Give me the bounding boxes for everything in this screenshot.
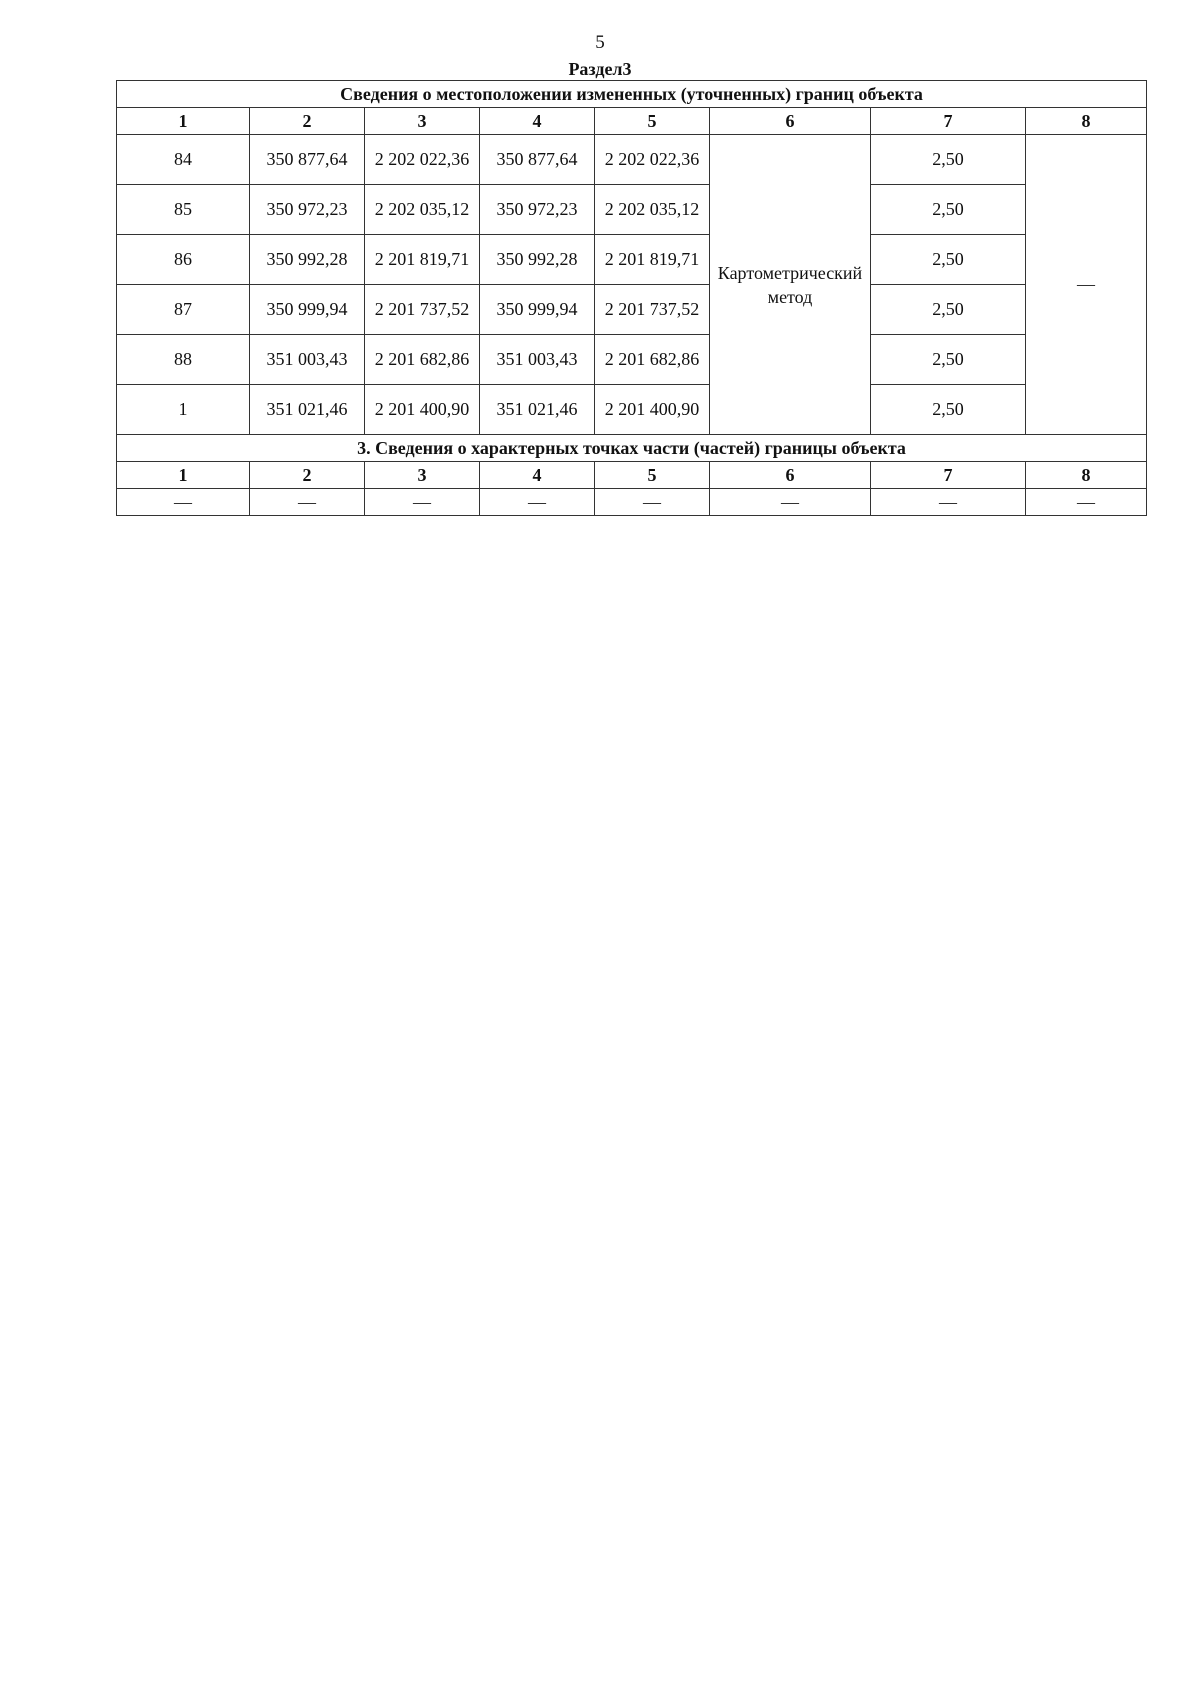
table2-caption-row — [117, 435, 1147, 462]
new-x: 351 021,46 — [480, 385, 595, 435]
empty-value-dash: — — [710, 489, 871, 516]
column-number: 5 — [595, 462, 710, 489]
column-number: 8 — [1026, 462, 1147, 489]
col8-dash: — — [1026, 135, 1147, 435]
column-number: 3 — [365, 108, 480, 135]
table1-column-numbers — [117, 108, 1147, 135]
accuracy: 2,50 — [871, 135, 1026, 185]
point-number: 86 — [117, 235, 250, 285]
old-y: 2 202 022,36 — [365, 135, 480, 185]
column-number: 3 — [365, 462, 480, 489]
point-number: 84 — [117, 135, 250, 185]
accuracy: 2,50 — [871, 335, 1026, 385]
column-number: 6 — [710, 462, 871, 489]
old-y: 2 201 737,52 — [365, 285, 480, 335]
column-number: 4 — [480, 108, 595, 135]
empty-value-dash: — — [1026, 489, 1147, 516]
column-number: 7 — [871, 462, 1026, 489]
table-row — [117, 489, 1147, 516]
table-row — [117, 185, 1147, 235]
old-y: 2 202 035,12 — [365, 185, 480, 235]
table1-caption: Сведения о местоположении измененных (уточненных) границ объекта — [117, 81, 1147, 108]
section-title: Раздел3 — [568, 59, 632, 79]
new-y: 2 202 035,12 — [595, 185, 710, 235]
new-x: 350 999,94 — [480, 285, 595, 335]
accuracy: 2,50 — [871, 385, 1026, 435]
empty-value-dash: — — [871, 489, 1026, 516]
point-number: 88 — [117, 335, 250, 385]
accuracy: 2,50 — [871, 285, 1026, 335]
empty-value-dash: — — [595, 489, 710, 516]
old-y: 2 201 682,86 — [365, 335, 480, 385]
column-number: 1 — [117, 462, 250, 489]
column-number: 1 — [117, 108, 250, 135]
old-x: 350 877,64 — [250, 135, 365, 185]
new-y: 2 201 819,71 — [595, 235, 710, 285]
new-y: 2 201 737,52 — [595, 285, 710, 335]
point-number: 85 — [117, 185, 250, 235]
column-number: 7 — [871, 108, 1026, 135]
new-x: 350 972,23 — [480, 185, 595, 235]
empty-value-dash: — — [365, 489, 480, 516]
empty-value-dash: — — [117, 489, 250, 516]
new-x: 351 003,43 — [480, 335, 595, 385]
column-number: 8 — [1026, 108, 1147, 135]
point-number: 87 — [117, 285, 250, 335]
column-number: 4 — [480, 462, 595, 489]
column-number: 2 — [250, 462, 365, 489]
table-row — [117, 385, 1147, 435]
table-row — [117, 135, 1147, 185]
table2-column-numbers — [117, 462, 1147, 489]
old-x: 351 003,43 — [250, 335, 365, 385]
old-y: 2 201 400,90 — [365, 385, 480, 435]
point-number: 1 — [117, 385, 250, 435]
table-row — [117, 335, 1147, 385]
table-row — [117, 235, 1147, 285]
method-cell: Картометрический метод — [710, 135, 871, 435]
new-y: 2 201 682,86 — [595, 335, 710, 385]
column-number: 6 — [710, 108, 871, 135]
empty-value-dash: — — [250, 489, 365, 516]
accuracy: 2,50 — [871, 185, 1026, 235]
page-number: 5 — [595, 32, 605, 53]
new-y: 2 201 400,90 — [595, 385, 710, 435]
column-number: 5 — [595, 108, 710, 135]
accuracy: 2,50 — [871, 235, 1026, 285]
new-x: 350 877,64 — [480, 135, 595, 185]
old-x: 350 972,23 — [250, 185, 365, 235]
old-x: 350 999,94 — [250, 285, 365, 335]
table2-caption: 3. Сведения о характерных точках части (частей) границы объекта — [117, 435, 1147, 462]
table-row — [117, 285, 1147, 335]
coordinates-table — [116, 80, 1147, 516]
column-number: 2 — [250, 108, 365, 135]
new-x: 350 992,28 — [480, 235, 595, 285]
old-y: 2 201 819,71 — [365, 235, 480, 285]
table1-caption-row — [117, 81, 1147, 108]
old-x: 351 021,46 — [250, 385, 365, 435]
new-y: 2 202 022,36 — [595, 135, 710, 185]
empty-value-dash: — — [480, 489, 595, 516]
old-x: 350 992,28 — [250, 235, 365, 285]
